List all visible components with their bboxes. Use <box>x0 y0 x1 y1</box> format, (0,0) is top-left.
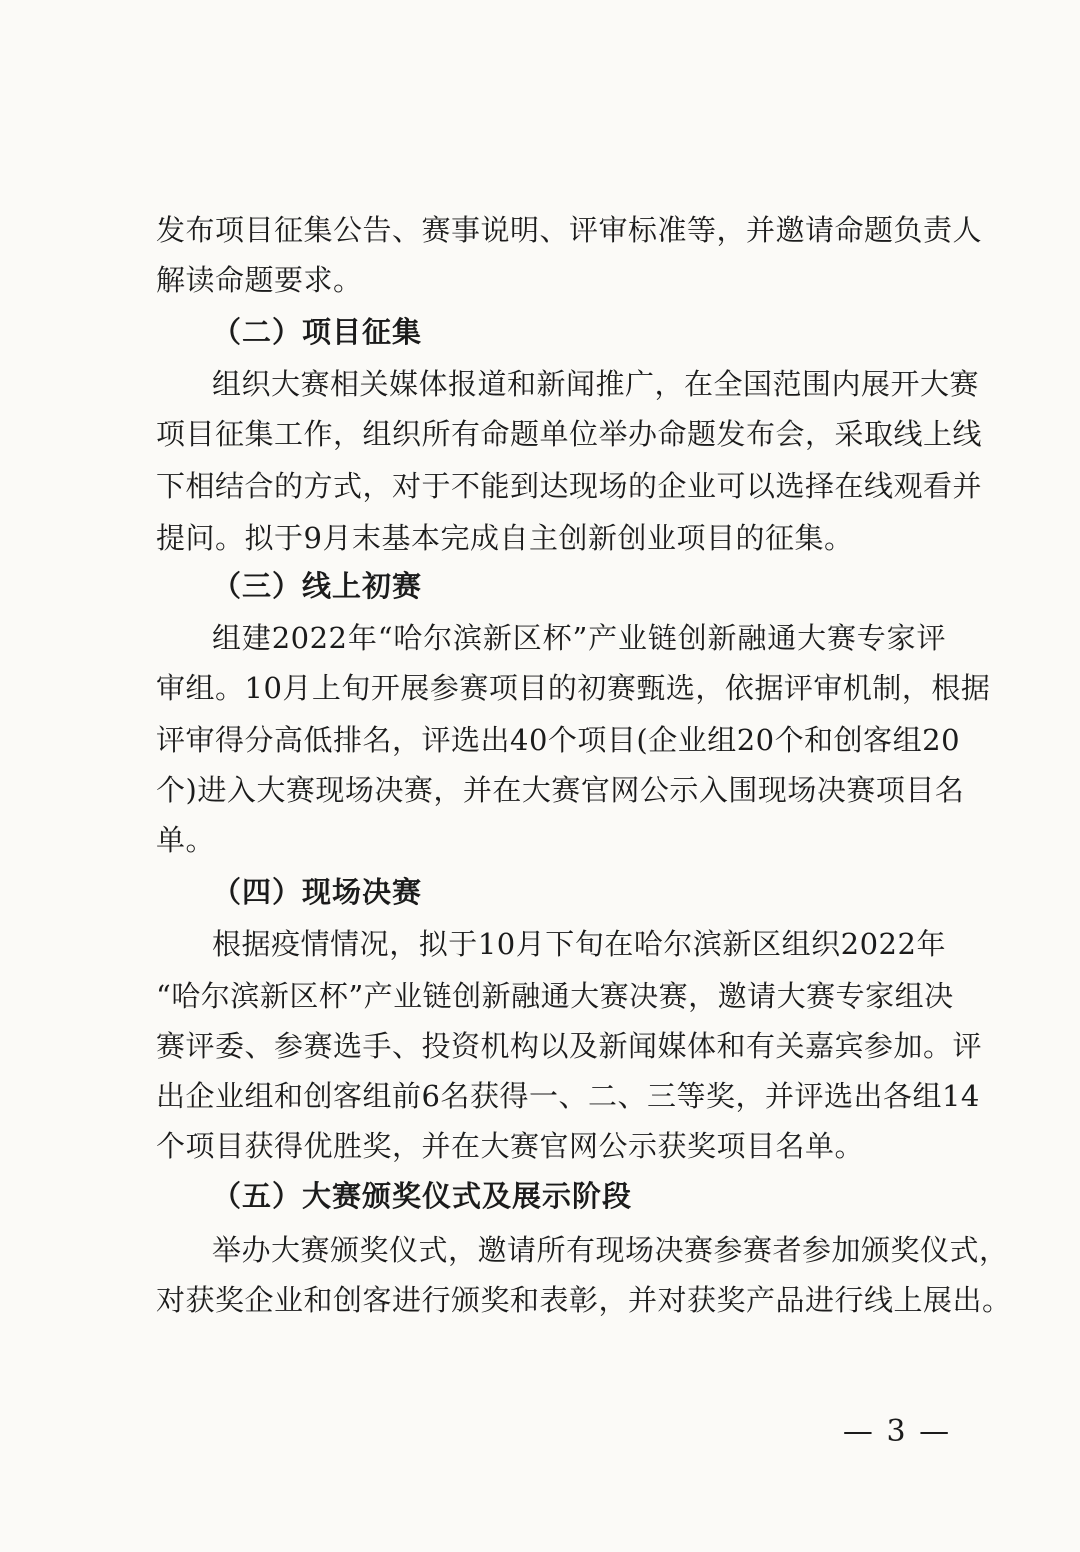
body-line: 提问。拟于9月末基本完成自主创新创业项目的征集。 <box>156 521 854 555</box>
body-line: 组织大赛相关媒体报道和新闻推广，在全国范围内展开大赛 <box>212 367 980 401</box>
body-line: 下相结合的方式，对于不能到达现场的企业可以选择在线观看并 <box>156 469 983 503</box>
section-heading-2: （二）项目征集 <box>212 315 423 349</box>
body-line: 个)进入大赛现场决赛，并在大赛官网公示入围现场决赛项目名 <box>156 773 965 807</box>
section-heading-5: （五）大赛颁奖仪式及展示阶段 <box>212 1179 633 1213</box>
body-line: 组建2022年“哈尔滨新区杯”产业链创新融通大赛专家评 <box>212 621 946 655</box>
body-line: 单。 <box>156 823 216 857</box>
body-line: 举办大赛颁奖仪式，邀请所有现场决赛参赛者参加颁奖仪式， <box>212 1233 1009 1267</box>
body-line: 根据疫情情况，拟于10月下旬在哈尔滨新区组织2022年 <box>212 927 946 961</box>
body-line: 赛评委、参赛选手、投资机构以及新闻媒体和有关嘉宾参加。评 <box>156 1029 983 1063</box>
body-line: 发布项目征集公告、赛事说明、评审标准等，并邀请命题负责人 <box>156 213 983 247</box>
body-line: 解读命题要求。 <box>156 263 363 297</box>
body-line: 评审得分高低排名，评选出40个项目(企业组20个和创客组20 <box>156 723 961 757</box>
body-line: “哈尔滨新区杯”产业链创新融通大赛决赛，邀请大赛专家组决 <box>156 979 954 1013</box>
section-heading-4: （四）现场决赛 <box>212 875 423 909</box>
page-number: — 3 — <box>842 1414 952 1449</box>
body-line: 项目征集工作，组织所有命题单位举办命题发布会，采取线上线 <box>156 417 983 451</box>
section-heading-3: （三）线上初赛 <box>212 569 423 603</box>
body-line: 出企业组和创客组前6名获得一、二、三等奖，并评选出各组14 <box>156 1079 980 1113</box>
body-line: 对获奖企业和创客进行颁奖和表彰，并对获奖产品进行线上展出。 <box>156 1283 1012 1317</box>
body-line: 审组。10月上旬开展参赛项目的初赛甄选，依据评审机制，根据 <box>156 671 991 705</box>
body-line: 个项目获得优胜奖，并在大赛官网公示获奖项目名单。 <box>156 1129 865 1163</box>
